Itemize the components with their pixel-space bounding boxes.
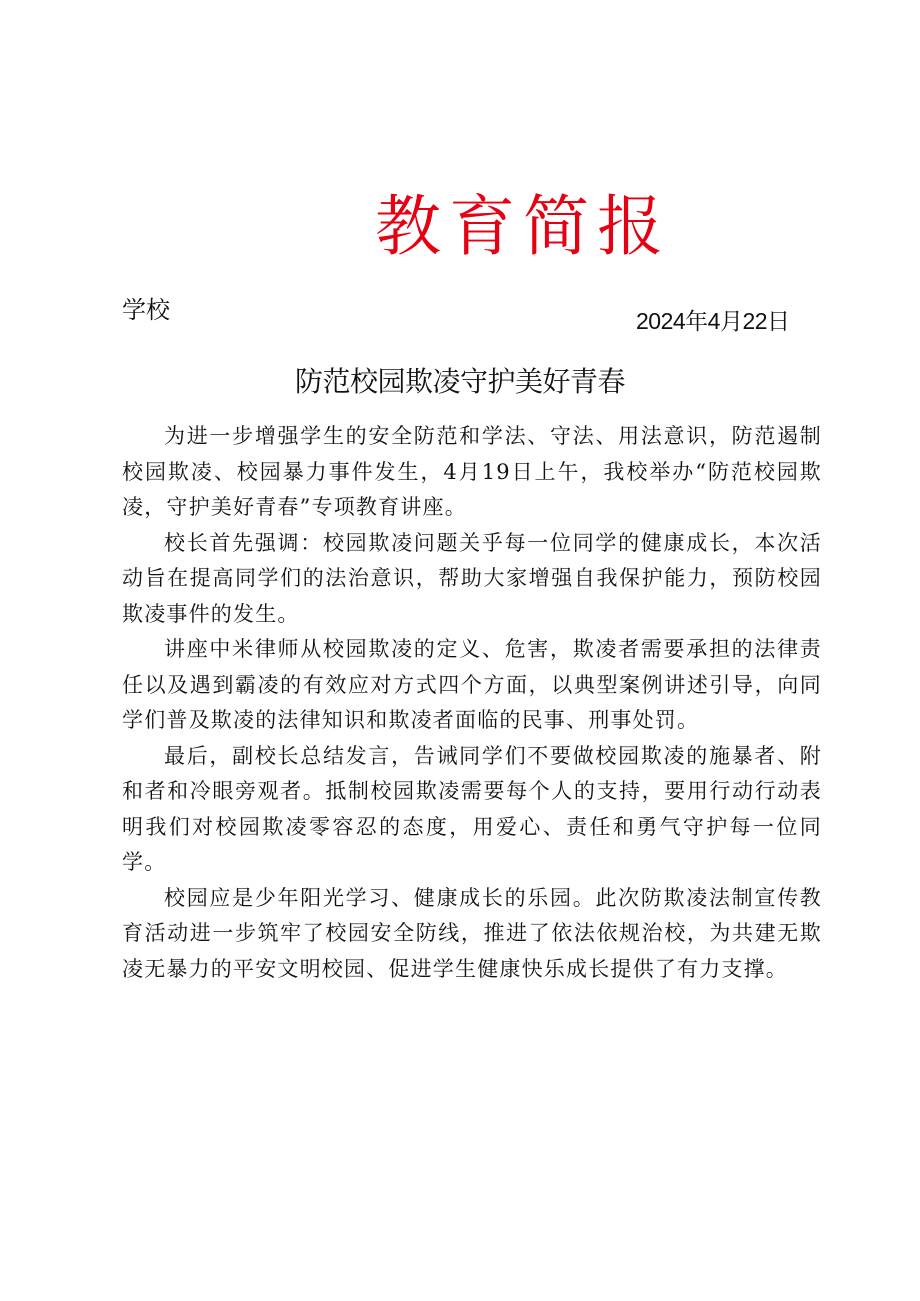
paragraph-conclusion: 校园应是少年阳光学习、健康成长的乐园。此次防欺凌法制宣传教育活动进一步筑牢了校园安全防线，推进了依法依规治校，为共建无欺凌无暴力的平安文明校园、促进学生健康快乐成长提供了有力支撑。 — [122, 885, 822, 981]
article-body — [122, 419, 822, 987]
issuer-name: 学校 — [122, 296, 170, 324]
paragraph-lecture: 讲座中米律师从校园欺凌的定义、危害，欺凌者需要承担的法律责任以及遇到霸凌的有效应对方式四个方面，以典型案例讲述引导，向同学们普及欺凌的法律知识和欺凌者面临的民事、刑事处罚。 — [122, 637, 822, 732]
masthead-title: 教育简报 — [375, 188, 671, 265]
paragraph-principal-remarks: 校长首先强调：校园欺凌问题关乎每一位同学的健康成长，本次活动旨在提高同学们的法治意识，帮助大家增强自我保护能力，预防校园欺凌事件的发生。 — [122, 530, 822, 626]
article-headline: 防范校园欺凌守护美好青春 — [294, 365, 625, 398]
issue-date: 2024年4月22日 — [636, 308, 790, 334]
paragraph-closing-remarks: 最后，副校长总结发言，告诫同学们不要做校园欺凌的施暴者、附和者和冷眼旁观者。抵制校园欺凌需要每个人的支持，要用行动行动表明我们对校园欺凌零容忍的态度，用爱心、责任和勇气守护每一位同学。 — [122, 743, 822, 874]
paragraph-intro: 为进一步增强学生的安全防范和学法、守法、用法意识，防范遏制校园欺凌、校园暴力事件发生，4月19日上午，我校举办“防范校园欺凌，守护美好青春”专项教育讲座。 — [122, 424, 822, 519]
